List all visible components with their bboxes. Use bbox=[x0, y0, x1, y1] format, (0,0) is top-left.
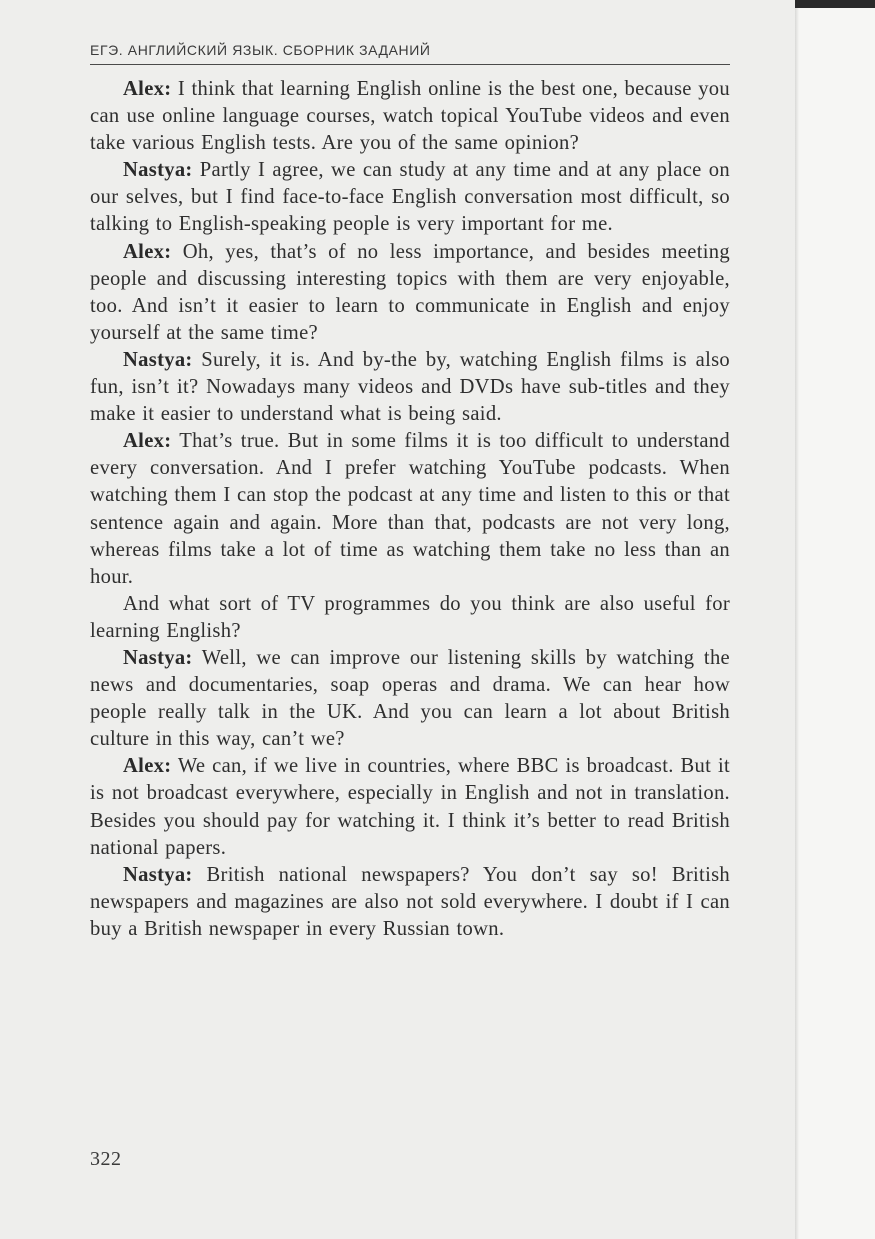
paragraph bbox=[90, 753, 730, 861]
page-number: 322 bbox=[90, 1148, 122, 1170]
speaker-label: Nastya: bbox=[123, 863, 193, 886]
paragraph-text: British national newspapers? You don’t say so! British newspapers and magazines are also not sold everywhere. I doubt if I can buy a British newspaper in every Russian town. bbox=[90, 863, 730, 940]
paragraph bbox=[90, 862, 730, 943]
paragraph bbox=[90, 591, 730, 645]
dialogue-text bbox=[90, 76, 730, 943]
speaker-label: Nastya: bbox=[123, 646, 193, 669]
speaker-label: Alex: bbox=[123, 755, 172, 778]
page-gutter-shadow bbox=[795, 0, 799, 1239]
paragraph bbox=[90, 347, 730, 428]
paragraph-text: Oh, yes, that’s of no less importance, and besides meeting people and discussing interesting topics with them are very enjoyable, too. And isn’t it easier to learn to communicate in English and enjoy yourself at the same time? bbox=[90, 240, 730, 344]
paragraph bbox=[90, 157, 730, 238]
speaker-label: Alex: bbox=[123, 240, 172, 263]
speaker-label: Nastya: bbox=[123, 159, 193, 182]
paragraph-text: We can, if we live in countries, where BBC is broadcast. But it is not broadcast everywhere, especially in English and not in translation. Besides you should pay for watching it. I think it’s better to read British national papers. bbox=[90, 755, 730, 859]
paragraph-text: I think that learning English online is the best one, because you can use online language courses, watch topical YouTube videos and even take various English tests. Are you of the same opinion? bbox=[90, 78, 730, 155]
adjacent-page-edge bbox=[795, 0, 875, 1239]
speaker-label: Alex: bbox=[123, 78, 172, 100]
paragraph-text: That’s true. But in some films it is too difficult to understand every conversation. And I prefer watching YouTube podcasts. When watching them I can stop the podcast at any time and listen to this or that sentence again and again. More than that, podcasts are not very long, whereas films take a lot of time as watching them take no less than an hour. bbox=[90, 430, 730, 588]
paragraph-text: Partly I agree, we can study at any time and at any place on our selves, but I find face-to-face English conversation most difficult, so talking to English-speaking people is very important for me. bbox=[90, 159, 730, 236]
speaker-label: Nastya: bbox=[123, 348, 193, 371]
paragraph-text: And what sort of TV programmes do you think are also useful for learning English? bbox=[90, 592, 730, 642]
running-header bbox=[90, 40, 730, 65]
paragraph bbox=[90, 239, 730, 347]
paragraph bbox=[90, 428, 730, 591]
paragraph bbox=[90, 76, 730, 157]
paragraph-text: Surely, it is. And by-the by, watching English films is also fun, isn’t it? Nowadays many videos and DVDs have sub-titles and they make it easier to understand what is being said. bbox=[90, 348, 730, 426]
scan-corner bbox=[795, 0, 875, 8]
paragraph-text: Well, we can improve our listening skills by watching the news and documentaries, soap operas and drama. We can hear how people really talk in the UK. And you can learn a lot about British culture in this way, can’t we? bbox=[90, 646, 730, 751]
speaker-label: Alex: bbox=[123, 430, 172, 453]
header-title: ЕГЭ. АНГЛИЙСКИЙ ЯЗЫК. СБОРНИК ЗАДАНИЙ bbox=[90, 42, 431, 58]
paragraph bbox=[90, 645, 730, 753]
